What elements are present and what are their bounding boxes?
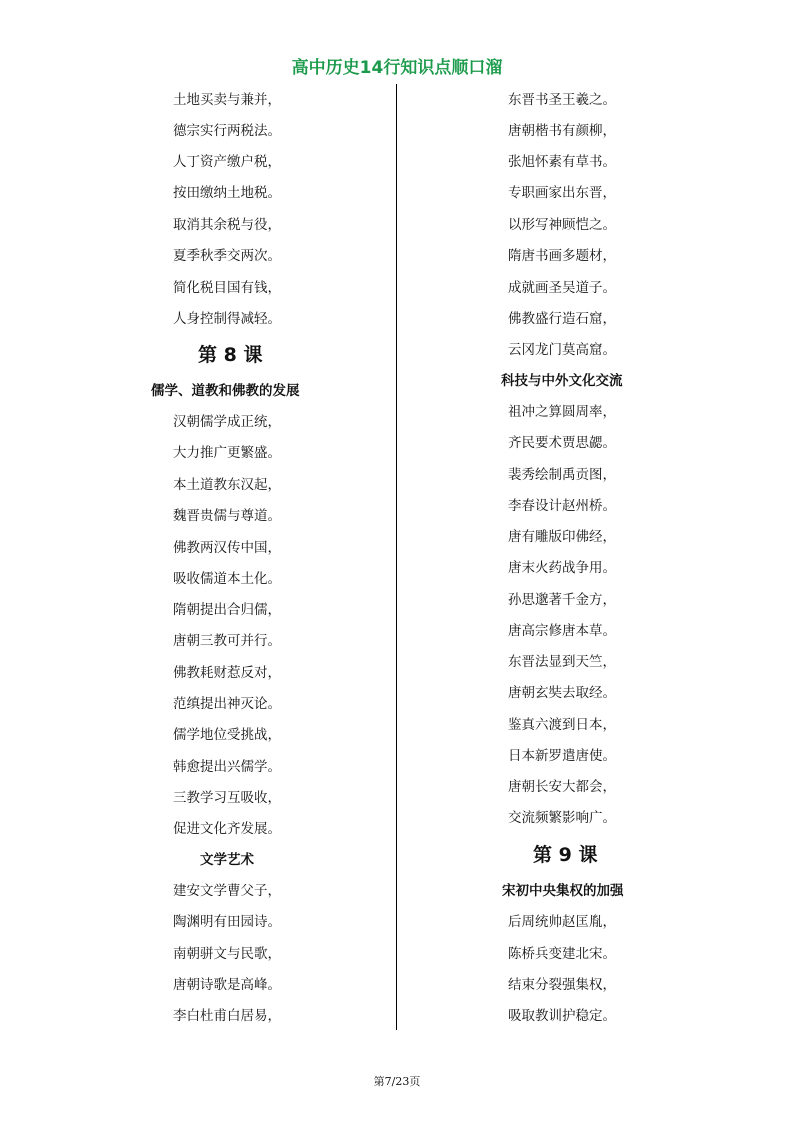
text-line: 唐有雕版印佛经， [508,529,616,545]
text-line: 人身控制得减轻。 [173,311,281,327]
text-line: 隋唐书画多题材， [508,248,616,264]
text-line: 儒学地位受挑战， [173,727,281,743]
text-line: 李白杜甫白居易， [173,1008,281,1024]
text-line: 后周统帅赵匡胤， [508,914,616,930]
text-line: 夏季秋季交两次。 [173,248,281,264]
page-number: 第7/23页 [373,1075,421,1088]
text-line: 唐朝长安大都会， [508,779,616,795]
column-divider [396,84,397,1030]
text-line: 汉朝儒学成正统， [173,414,281,430]
text-line: 吸取教训护稳定。 [508,1008,616,1024]
text-line: 土地买卖与兼并， [173,92,281,108]
lesson-heading: 第 8 课 [198,344,263,366]
text-line: 唐朝楷书有颜柳， [508,123,616,139]
text-line: 东晋法显到天竺， [508,654,616,670]
lesson-heading: 第 9 课 [533,844,598,866]
text-line: 三教学习互吸收， [173,790,281,806]
text-line: 取消其余税与役， [173,217,281,233]
text-line: 隋朝提出合归儒， [173,602,281,618]
text-line: 南朝骈文与民歌， [173,946,281,962]
text-line: 孙思邈著千金方， [508,592,616,608]
page-title: 高中历史14行知识点顺口溜 [291,58,503,78]
text-line: 唐末火药战争用。 [508,560,616,576]
text-line: 日本新罗遣唐使。 [508,748,616,764]
text-line: 唐朝三教可并行。 [173,633,281,649]
text-line: 韩愈提出兴儒学。 [173,759,281,775]
text-line: 佛教盛行造石窟， [508,311,616,327]
text-line: 唐朝诗歌是高峰。 [173,977,281,993]
text-line: 齐民要术贾思勰。 [508,435,616,451]
text-line: 建安文学曹父子， [173,883,281,899]
text-line: 李春设计赵州桥。 [508,498,616,514]
text-line: 按田缴纳土地税。 [173,185,281,201]
text-line: 唐高宗修唐本草。 [508,623,616,639]
text-line: 张旭怀素有草书。 [508,154,616,170]
text-line: 东晋书圣王羲之。 [508,92,616,108]
text-line: 裴秀绘制禹贡图， [508,467,616,483]
text-line: 交流频繁影响广。 [508,810,616,826]
text-line: 人丁资产缴户税， [173,154,281,170]
text-line: 唐朝玄奘去取经。 [508,685,616,701]
text-line: 祖冲之算圆周率， [508,404,616,420]
text-line: 鉴真六渡到日本， [508,717,616,733]
text-line: 吸收儒道本土化。 [173,571,281,587]
text-line: 佛教两汉传中国， [173,540,281,556]
text-line: 简化税目国有钱， [173,280,281,296]
text-line: 促进文化齐发展。 [173,821,281,837]
text-line: 大力推广更繁盛。 [173,445,281,461]
text-line: 本土道教东汉起， [173,477,281,493]
text-line: 魏晋贵儒与尊道。 [173,508,281,524]
text-line: 专职画家出东晋， [508,185,616,201]
text-line: 陈桥兵变建北宋。 [508,946,616,962]
text-line: 陶渊明有田园诗。 [173,914,281,930]
text-line: 德宗实行两税法。 [173,123,281,139]
section-heading: 宋初中央集权的加强 [502,883,624,899]
text-line: 成就画圣吴道子。 [508,280,616,296]
section-heading: 儒学、道教和佛教的发展 [151,383,300,399]
text-line: 范缜提出神灭论。 [173,696,281,712]
text-line: 云冈龙门莫高窟。 [508,342,616,358]
section-heading: 文学艺术 [200,852,254,868]
text-line: 佛教耗财惹反对， [173,665,281,681]
text-line: 以形写神顾恺之。 [508,217,616,233]
section-heading: 科技与中外文化交流 [501,373,623,389]
text-line: 结束分裂强集权， [508,977,616,993]
